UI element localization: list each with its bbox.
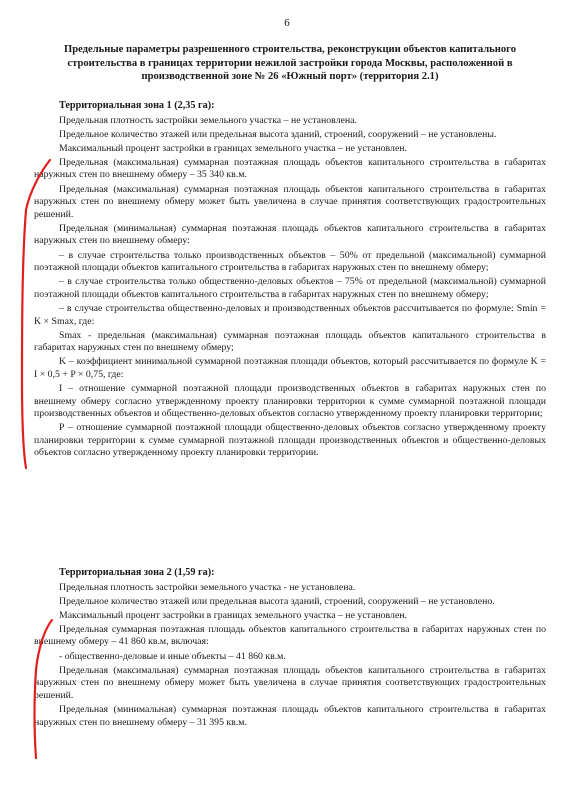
zone-2-paragraph: Предельная суммарная поэтажная площадь объектов капитального строительства в габаритах наружных стен по внешнему обмеру – 41 860 кв.м, включая: <box>34 623 546 648</box>
zone-2-section <box>34 567 546 731</box>
zone-1-paragraph: Предельное количество этажей или предельная высота зданий, строений, сооружений – не установлены. <box>59 128 497 140</box>
document-title: Предельные параметры разрешенного строительства, реконструкции объектов капитального строительства в границах территории нежилой застройки города Москвы, расположенной в производственной зоне № 26 «Южный порт» (территория 2.1) <box>63 44 517 83</box>
zone-2-paragraph: Предельное количество этажей или предельная высота зданий, строений, сооружений – не установлено. <box>59 595 495 607</box>
zone-2-paragraph: Максимальный процент застройки в границах земельного участка – не установлен. <box>59 609 407 621</box>
zone-2-paragraph: Предельная (минимальная) суммарная поэтажная площадь объектов капитального строительства в габаритах наружных стен по внешнему обмеру – 31 395 кв.м. <box>34 703 546 728</box>
zone-1-paragraph: Предельная плотность застройки земельного участка – не установлена. <box>59 114 357 126</box>
zone-2-heading: Территориальная зона 2 (1,59 га): <box>59 567 215 578</box>
zone-1-paragraph: Предельная (максимальная) суммарная поэтажная площадь объектов капитального строительства в габаритах наружных стен по внешнему обмеру может быть увеличена в случае принятия соответствующих градостроительных решений. <box>34 183 546 220</box>
zone-1-paragraph: Максимальный процент застройки в границах земельного участка – не установлен. <box>59 142 407 154</box>
zone-1-paragraph: K – коэффициент минимальной суммарной поэтажная площади объектов, который рассчитывается по формуле K = I × 0,5 + P × 0,75, где: <box>34 356 546 380</box>
zone-1-heading: Территориальная зона 1 (2,35 га): <box>59 100 215 111</box>
zone-2-paragraph: Предельная (максимальная) суммарная поэтажная площадь объектов капитального строительства в габаритах наружных стен по внешнему обмеру может быть увеличена в случае принятия соответствующих градостроительных решений. <box>34 664 546 701</box>
page-number: 6 <box>284 17 290 29</box>
zone-1-paragraph: – в случае строительства общественно-деловых и производственных объектов рассчитывается по формуле: Smin = K × Smax, где: <box>34 302 546 327</box>
zone-1-paragraph: Предельная (минимальная) суммарная поэтажная площадь объектов капитального строительства в габаритах наружных стен по внешнему обмеру: <box>34 222 546 247</box>
zone-1-section <box>34 100 546 462</box>
zone-1-paragraph: Smax - предельная (максимальная) суммарная поэтажная площадь объектов капитального строительства в габаритах наружных стен по внешнему обмеру; <box>34 329 546 354</box>
zone-1-paragraph: I – отношение суммарной поэтажной площади производственных объектов в габаритах наружных стен по внешнему обмеру согласно утвержденному проекту планировки территории к сумме суммарной поэтажной площади производственных объектов и общественно-деловых объектов согласно утвержденному проекту планировки территории; <box>34 382 546 420</box>
zone-1-paragraph: P – отношение суммарной поэтажной площади общественно-деловых объектов согласно утвержденному проекту планировки территории к сумме суммарной поэтажной площади производственных объектов и общественно-деловых объектов согласно утвержденному проекту планировки территории. <box>34 422 546 459</box>
zone-1-paragraph: Предельная (максимальная) суммарная поэтажная площадь объектов капитального строительства в габаритах наружных стен по внешнему обмеру – 35 340 кв.м. <box>34 156 546 181</box>
zone-1-paragraph: – в случае строительства только производственных объектов – 50% от предельной (максимальной) суммарной поэтажной площади объектов капитального строительства в габаритах наружных стен по внешнему обмеру; <box>34 249 546 274</box>
zone-2-paragraph: - общественно-деловые и иные объекты – 41 860 кв.м. <box>59 650 286 662</box>
zone-2-paragraph: Предельная плотность застройки земельного участка - не установлена. <box>59 581 356 593</box>
zone-1-paragraph: – в случае строительства только общественно-деловых объектов – 75% от предельной (максимальной) суммарной поэтажной площади объектов капитального строительства в габаритах наружных стен по внешнему обмеру; <box>34 276 546 300</box>
